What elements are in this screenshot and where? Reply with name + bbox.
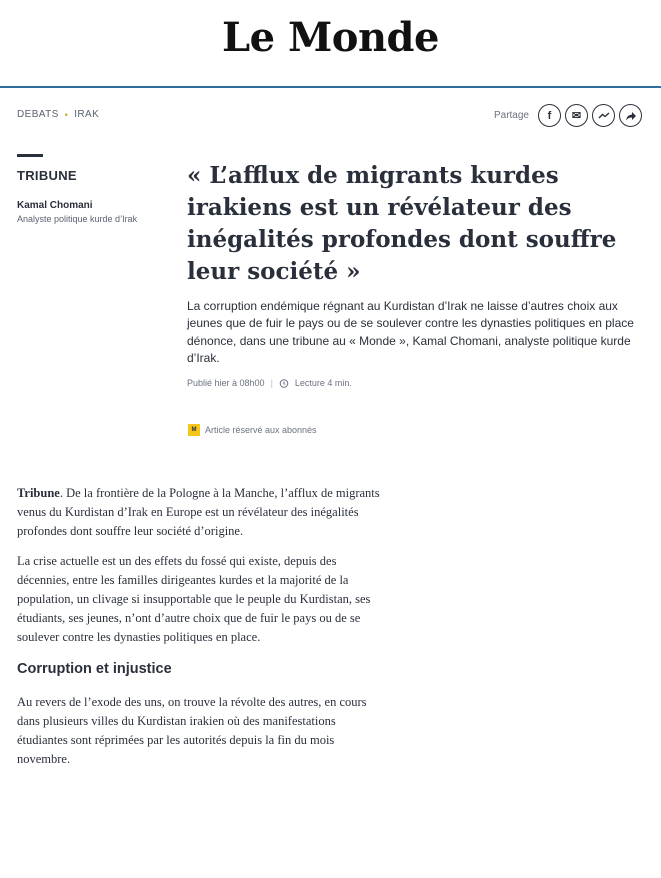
- share-label: Partage: [493, 110, 529, 121]
- share-arrow-icon: [625, 110, 637, 122]
- breadcrumb: [17, 109, 99, 120]
- meta-separator: |: [270, 378, 273, 388]
- share-bar: [494, 104, 642, 127]
- section-rule: [17, 154, 43, 157]
- paragraph-2: La crise actuelle est un des effets du fossé qui existe, depuis des décennies, entre les familles dirigeantes kurdes et la majorité de la population, un clivage si insupportable que le peuple du Kurdistan, ses étudiants, ses jeunes, n’ont d’autre choix que de fuir le pays ou de se soulever contre les dynasties politiques en place.: [17, 554, 371, 644]
- email-icon: ✉: [571, 110, 582, 122]
- email-share-button[interactable]: [565, 104, 588, 127]
- author-name[interactable]: Kamal Chomani: [17, 200, 93, 211]
- article-body: [17, 484, 389, 780]
- facebook-share-button[interactable]: [538, 104, 561, 127]
- paragraph-3: Au revers de l’exode des uns, on trouve la révolte des autres, en cours dans plusieurs villes du Kurdistan irakien où des manifestations étudiantes sont réprimées par les autorités depuis la fin du mois novembre.: [17, 695, 367, 766]
- breadcrumb-topic-link[interactable]: IRAK: [74, 109, 100, 120]
- published-time: Publié hier à 08h00: [187, 378, 265, 388]
- paragraph-lead: Tribune: [17, 486, 60, 500]
- messenger-icon: [598, 110, 610, 122]
- messenger-share-button[interactable]: [592, 104, 615, 127]
- le-monde-logo[interactable]: Le Monde: [222, 14, 439, 61]
- reading-time: Lecture 4 min.: [294, 378, 352, 388]
- breadcrumb-section-link[interactable]: DEBATS: [17, 109, 59, 120]
- premium-notice: [188, 424, 317, 436]
- author-role: Analyste politique kurde d’Irak: [17, 214, 138, 224]
- subscriber-badge-icon: M: [188, 424, 200, 436]
- clock-icon: [279, 378, 289, 388]
- facebook-icon: f: [547, 109, 552, 122]
- masthead: [0, 0, 661, 88]
- share-more-button[interactable]: [619, 104, 642, 127]
- article-subhead: Corruption et injustice: [17, 661, 172, 677]
- breadcrumb-separator: •: [64, 109, 69, 120]
- premium-label: Article réservé aux abonnés: [205, 425, 317, 435]
- paragraph-1: [17, 484, 389, 541]
- paragraph-1-text: . De la frontière de la Pologne à la Manche, l’afflux de migrants venus du Kurdistan d’Irak en Europe est un révélateur des inégalités profondes dont souffre leur société d’origine.: [17, 486, 380, 538]
- article-meta: [187, 378, 352, 388]
- article-lede: La corruption endémique régnant au Kurdistan d’Irak ne laisse d’autres choix aux jeunes que de fuir le pays ou de se soulever contre les dynasties politiques en place dénonce, dans une tribune au « Monde », Kamal Chomani, analyste politique kurde d’Irak.: [187, 299, 634, 366]
- section-label: TRIBUNE: [17, 168, 77, 183]
- article-headline: « L’afflux de migrants kurdes irakiens est un révélateur des inégalités profondes dont souffre leur société »: [187, 162, 617, 285]
